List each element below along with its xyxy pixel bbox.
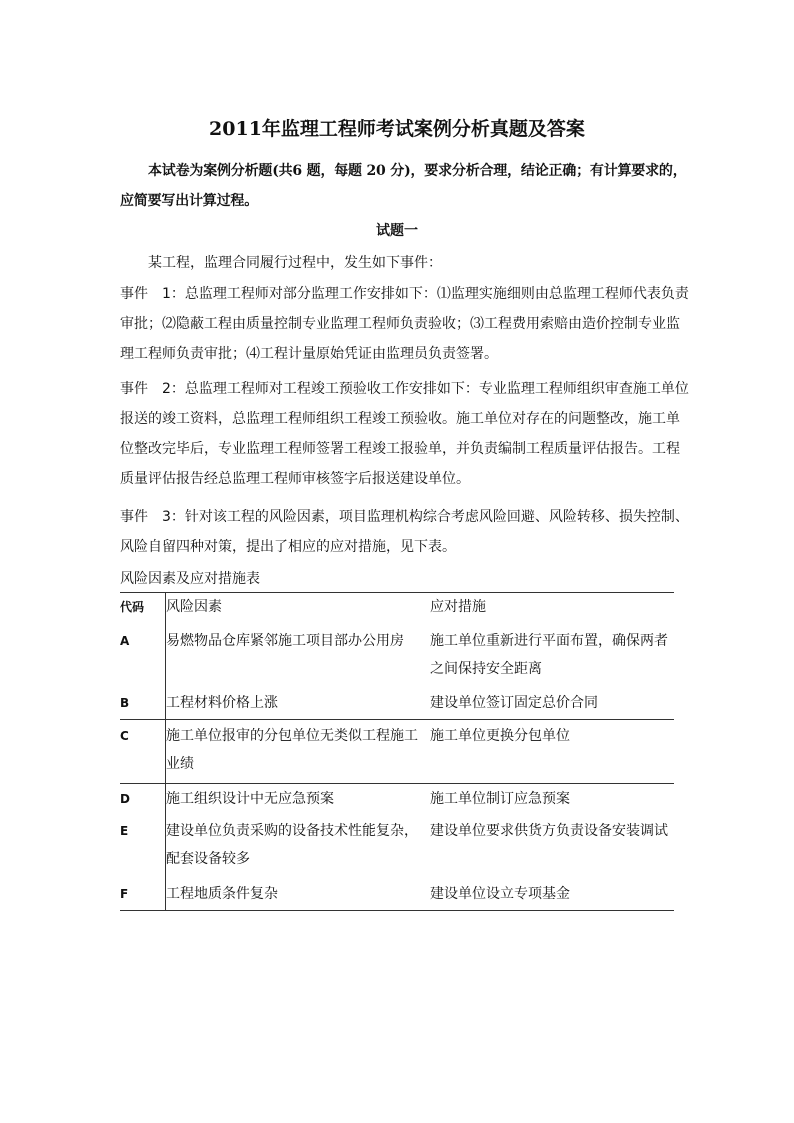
row-code: B bbox=[120, 696, 130, 710]
question-heading: 试题一 bbox=[376, 223, 418, 239]
header-risk: 风险因素 bbox=[166, 599, 222, 615]
row-measure: 建设单位签订固定总价合同 bbox=[430, 695, 598, 711]
event-2-paragraph: 事件 2：总监理工程师对工程竣工预验收工作安排如下：专业监理工程师组织审查施工单位报送的竣工资料，总监理工程师组织工程竣工预验收。施工单位对存在的问题整改，施工单位整改完毕后，专业监理工程师签署工程竣工报验单，并负责编制工程质量评估报告。工程质量评估报告经总监理工程师审核签字后报送建设单位。 bbox=[120, 381, 689, 487]
row-risk: 易燃物品仓库紧邻施工项目部办公用房 bbox=[166, 633, 404, 649]
event-1-paragraph: 事件 1：总监理工程师对部分监理工作安排如下：⑴监理实施细则由总监理工程师代表负责审批；⑵隐蔽工程由质量控制专业监理工程师负责验收；⑶工程费用索赔由造价控制专业监理工程师负责审批；⑷工程计量原始凭证由监理员负责签署。 bbox=[120, 286, 689, 362]
document-title: 2011年监理工程师考试案例分析真题及答案 bbox=[209, 118, 585, 140]
row-code: A bbox=[120, 634, 130, 648]
event-3-paragraph: 事件 3：针对该工程的风险因素，项目监理机构综合考虑风险回避、风险转移、损失控制、风险自留四种对策，提出了相应的应对措施，见下表。 bbox=[120, 509, 689, 555]
row-code: F bbox=[120, 887, 129, 901]
row-measure: 建设单位要求供货方负责设备安装调试 bbox=[430, 823, 668, 839]
row-risk: 建设单位负责采购的设备技术性能复杂，配套设备较多 bbox=[166, 823, 418, 867]
row-code: D bbox=[120, 792, 130, 806]
header-code: 代码 bbox=[120, 600, 145, 614]
row-measure: 施工单位重新进行平面布置，确保两者之间保持安全距离 bbox=[430, 633, 668, 677]
header-measure: 应对措施 bbox=[430, 599, 486, 615]
row-measure: 施工单位制订应急预案 bbox=[430, 791, 570, 807]
row-code: E bbox=[120, 824, 129, 838]
table-rule bbox=[120, 783, 674, 784]
table-rule bbox=[120, 719, 674, 720]
row-risk: 工程地质条件复杂 bbox=[166, 886, 278, 902]
table-bottom-rule bbox=[120, 910, 674, 911]
row-code: C bbox=[120, 729, 129, 743]
table-caption: 风险因素及应对措施表 bbox=[120, 571, 260, 587]
row-measure: 施工单位更换分包单位 bbox=[430, 728, 570, 744]
row-risk: 工程材料价格上涨 bbox=[166, 695, 278, 711]
exam-instructions: 本试卷为案例分析题(共6 题，每题 20 分)，要求分析合理，结论正确；有计算要求的，应简要写出计算过程。 bbox=[120, 163, 687, 209]
question-opening: 某工程，监理合同履行过程中，发生如下事件： bbox=[148, 255, 442, 271]
row-risk: 施工组织设计中无应急预案 bbox=[166, 791, 334, 807]
row-risk: 施工单位报审的分包单位无类似工程施工业绩 bbox=[166, 728, 418, 772]
row-measure: 建设单位设立专项基金 bbox=[430, 886, 570, 902]
